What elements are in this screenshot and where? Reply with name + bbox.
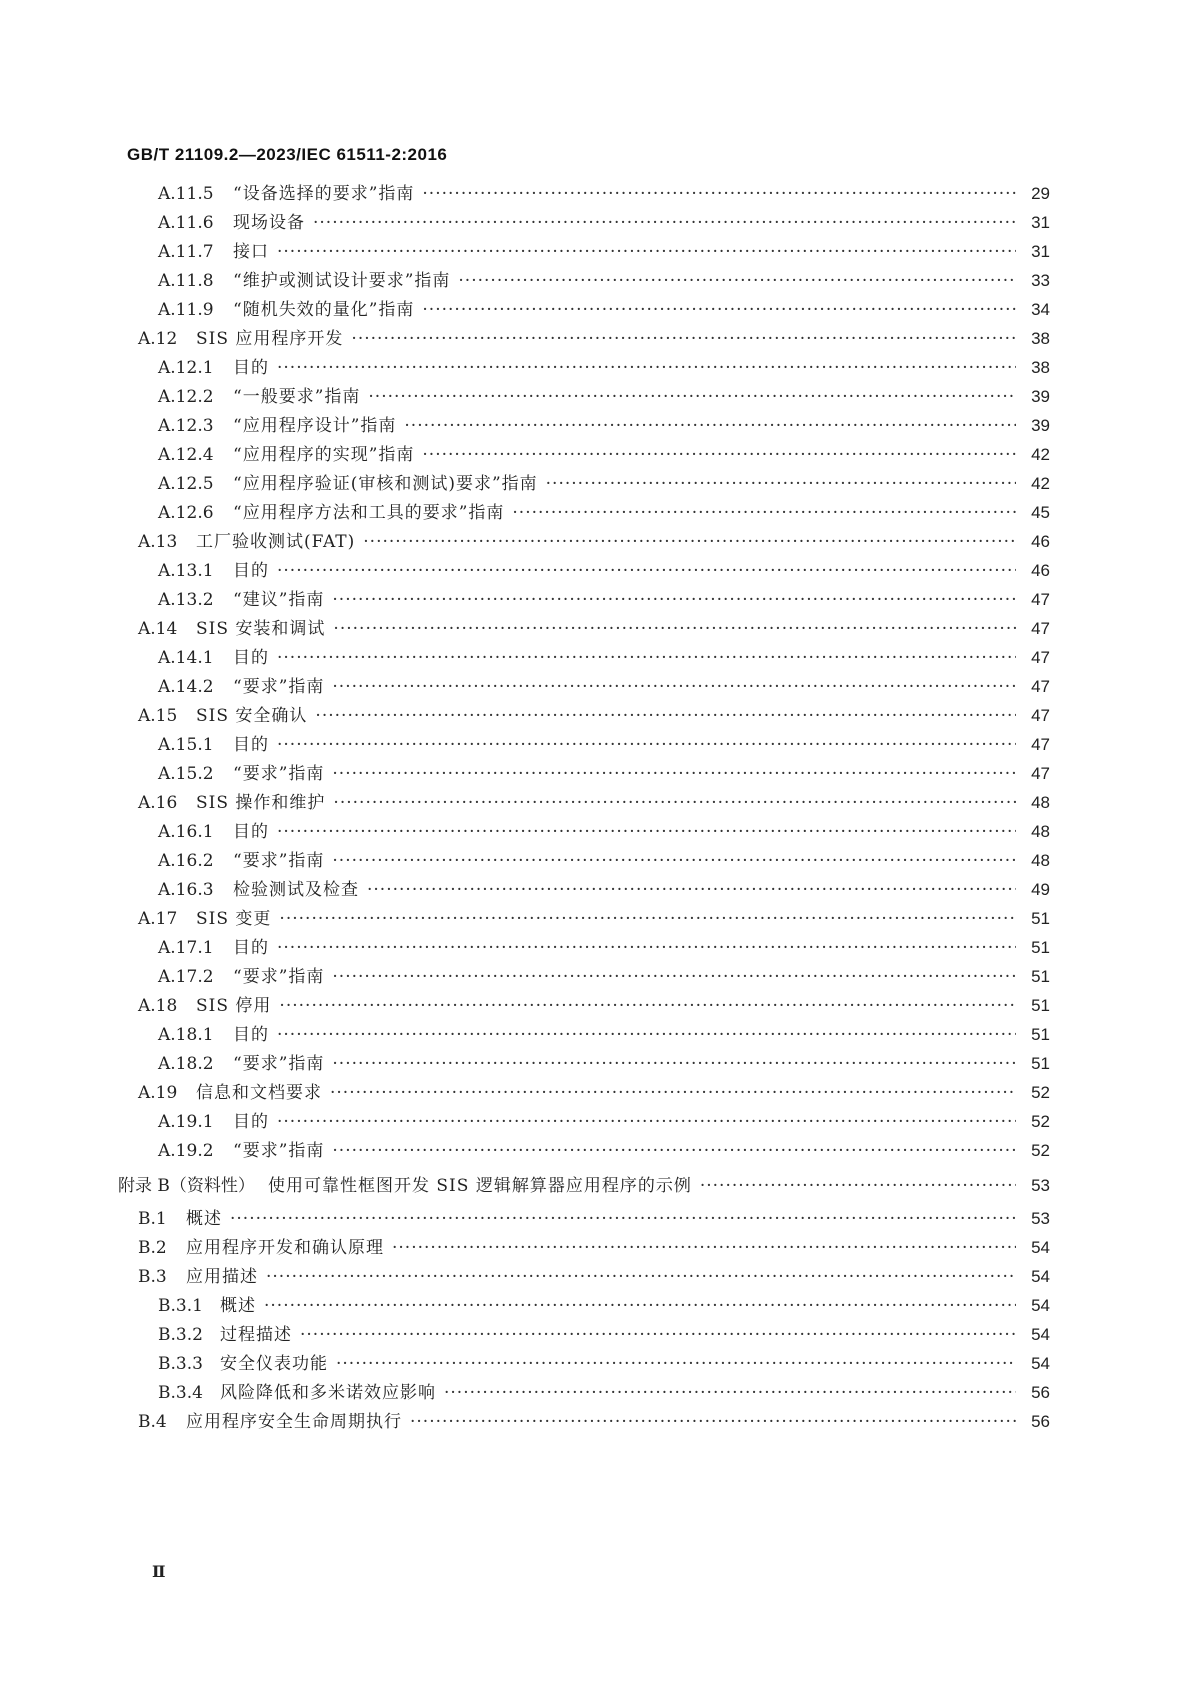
toc-dot-leader xyxy=(277,1110,1016,1134)
toc-entry-number: 附录 B（资料性） xyxy=(118,1176,255,1196)
toc-entry-title: 工厂验收测试(FAT) xyxy=(196,532,356,552)
toc-entry-title: SIS 操作和维护 xyxy=(196,793,326,813)
toc-entry-number: B.3.4 xyxy=(158,1383,203,1403)
toc-dot-leader xyxy=(422,298,1016,322)
toc-entry-page: 42 xyxy=(1031,445,1050,464)
toc-dot-leader xyxy=(277,820,1016,844)
toc-entry[interactable] xyxy=(0,903,1050,931)
toc-dot-leader xyxy=(333,791,1016,815)
toc-entry-title: “要求”指南 xyxy=(233,764,325,784)
toc-dot-leader xyxy=(264,1294,1016,1318)
toc-entry-number: B.4 xyxy=(138,1412,167,1432)
toc-dot-leader xyxy=(230,1207,1016,1231)
toc-dot-leader xyxy=(332,1139,1016,1163)
toc-entry-page: 54 xyxy=(1031,1267,1050,1286)
toc-dot-leader xyxy=(458,269,1016,293)
toc-entry[interactable] xyxy=(0,1203,1050,1231)
toc-entry-title: “维护或测试设计要求”指南 xyxy=(233,271,451,291)
toc-entry-title: “应用程序设计”指南 xyxy=(233,416,397,436)
toc-entry-number: A.11.8 xyxy=(158,271,214,291)
toc-entry[interactable] xyxy=(0,1106,1050,1134)
toc-entry[interactable] xyxy=(0,1290,1050,1318)
toc-entry-page: 51 xyxy=(1031,996,1050,1015)
toc-dot-leader xyxy=(277,733,1016,757)
toc-entry-page: 53 xyxy=(1031,1176,1050,1195)
toc-entry-number: A.16.1 xyxy=(158,822,214,842)
toc-entry-title: SIS 安全确认 xyxy=(196,706,308,726)
toc-entry-page: 33 xyxy=(1031,271,1050,290)
toc-entry-page: 39 xyxy=(1031,387,1050,406)
toc-entry[interactable] xyxy=(0,207,1050,235)
toc-entry-page: 56 xyxy=(1031,1412,1050,1431)
toc-entry-page: 45 xyxy=(1031,503,1050,522)
toc-dot-leader xyxy=(277,1023,1016,1047)
toc-dot-leader xyxy=(330,1081,1016,1105)
toc-entry-page: 52 xyxy=(1031,1083,1050,1102)
toc-dot-leader xyxy=(279,994,1016,1018)
toc-entry-number: A.13 xyxy=(138,532,178,552)
toc-entry-number: A.12 xyxy=(138,329,178,349)
toc-dot-leader xyxy=(277,559,1016,583)
toc-entry[interactable] xyxy=(0,1406,1050,1434)
toc-entry-number: A.11.9 xyxy=(158,300,214,320)
toc-entry[interactable] xyxy=(0,236,1050,264)
toc-entry-title: SIS 安装和调试 xyxy=(196,619,326,639)
toc-entry[interactable] xyxy=(0,990,1050,1018)
toc-entry-title: 检验测试及检查 xyxy=(233,880,359,900)
toc-entry-number: A.18.2 xyxy=(158,1054,214,1074)
toc-entry-appendix[interactable] xyxy=(0,1170,1050,1198)
toc-entry[interactable] xyxy=(0,642,1050,670)
toc-entry-number: A.13.2 xyxy=(158,590,214,610)
toc-entry-title: 概述 xyxy=(186,1209,222,1229)
toc-entry-number: A.12.4 xyxy=(158,445,214,465)
toc-entry[interactable] xyxy=(0,439,1050,467)
toc-dot-leader xyxy=(313,211,1016,235)
toc-entry-page: 47 xyxy=(1031,764,1050,783)
toc-entry-page: 47 xyxy=(1031,619,1050,638)
toc-entry[interactable] xyxy=(0,410,1050,438)
toc-entry-number: A.18.1 xyxy=(158,1025,214,1045)
toc-entry-number: A.12.3 xyxy=(158,416,214,436)
toc-entry[interactable] xyxy=(0,932,1050,960)
toc-entry-number: A.19 xyxy=(138,1083,178,1103)
toc-entry-page: 51 xyxy=(1031,909,1050,928)
toc-entry-number: B.3.1 xyxy=(158,1296,203,1316)
toc-entry-title: “应用程序的实现”指南 xyxy=(233,445,415,465)
toc-entry-page: 54 xyxy=(1031,1238,1050,1257)
toc-dot-leader xyxy=(512,501,1016,525)
toc-dot-leader xyxy=(315,704,1016,728)
toc-entry-number: A.14.1 xyxy=(158,648,214,668)
toc-entry-page: 34 xyxy=(1031,300,1050,319)
toc-dot-leader xyxy=(332,762,1016,786)
toc-entry-title: “应用程序方法和工具的要求”指南 xyxy=(233,503,505,523)
toc-entry-number: B.2 xyxy=(138,1238,167,1258)
toc-entry-title: “要求”指南 xyxy=(233,1054,325,1074)
toc-entry-number: B.3.2 xyxy=(158,1325,203,1345)
toc-entry-number: A.14 xyxy=(138,619,178,639)
toc-entry-page: 38 xyxy=(1031,358,1050,377)
toc-entry-number: A.11.7 xyxy=(158,242,214,262)
toc-entry[interactable] xyxy=(0,178,1050,206)
toc-entry-page: 51 xyxy=(1031,1025,1050,1044)
toc-entry-number: A.11.5 xyxy=(158,184,214,204)
toc-entry[interactable] xyxy=(0,613,1050,641)
toc-entry-title: “要求”指南 xyxy=(233,967,325,987)
toc-entry[interactable] xyxy=(0,758,1050,786)
toc-entry[interactable] xyxy=(0,874,1050,902)
toc-dot-leader xyxy=(546,472,1016,496)
toc-entry-title: “一般要求”指南 xyxy=(233,387,361,407)
toc-entry[interactable] xyxy=(0,729,1050,757)
toc-dot-leader xyxy=(277,646,1016,670)
toc-dot-leader xyxy=(367,878,1016,902)
toc-entry[interactable] xyxy=(0,381,1050,409)
toc-dot-leader xyxy=(277,936,1016,960)
toc-entry-page: 42 xyxy=(1031,474,1050,493)
toc-entry-page: 54 xyxy=(1031,1296,1050,1315)
toc-entry-title: 安全仪表功能 xyxy=(220,1354,328,1374)
toc-entry-title: 目的 xyxy=(233,735,269,755)
toc-entry-page: 38 xyxy=(1031,329,1050,348)
toc-entry-number: A.17.2 xyxy=(158,967,214,987)
toc-entry-number: A.18 xyxy=(138,996,178,1016)
toc-entry[interactable] xyxy=(0,671,1050,699)
toc-dot-leader xyxy=(333,617,1016,641)
toc-entry-number: A.12.6 xyxy=(158,503,214,523)
toc-dot-leader xyxy=(279,907,1016,931)
toc-entry-title: 风险降低和多米诺效应影响 xyxy=(220,1383,436,1403)
toc-entry-page: 48 xyxy=(1031,793,1050,812)
toc-entry[interactable] xyxy=(0,497,1050,525)
toc-entry[interactable] xyxy=(0,1077,1050,1105)
toc-entry-title: 目的 xyxy=(233,358,269,378)
toc-entry-title: SIS 变更 xyxy=(196,909,272,929)
toc-entry-title: 现场设备 xyxy=(233,213,305,233)
toc-entry-title: 信息和文档要求 xyxy=(196,1083,322,1103)
toc-entry-title: “要求”指南 xyxy=(233,677,325,697)
toc-entry[interactable] xyxy=(0,787,1050,815)
toc-entry-number: B.3.3 xyxy=(158,1354,203,1374)
toc-entry-number: A.15.2 xyxy=(158,764,214,784)
toc-entry-page: 47 xyxy=(1031,735,1050,754)
toc-entry-title: 应用程序安全生命周期执行 xyxy=(186,1412,402,1432)
page-number-footer: Ⅱ xyxy=(152,1562,166,1581)
toc-entry[interactable] xyxy=(0,468,1050,496)
toc-entry-number: A.12.5 xyxy=(158,474,214,494)
toc-entry-page: 39 xyxy=(1031,416,1050,435)
toc-dot-leader xyxy=(404,414,1016,438)
toc-entry-title: 目的 xyxy=(233,561,269,581)
toc-dot-leader xyxy=(422,182,1016,206)
toc-entry-page: 54 xyxy=(1031,1325,1050,1344)
toc-dot-leader xyxy=(336,1352,1016,1376)
toc-entry[interactable] xyxy=(0,1135,1050,1163)
toc-entry-number: A.11.6 xyxy=(158,213,214,233)
toc-dot-leader xyxy=(332,849,1016,873)
toc-entry-number: A.16 xyxy=(138,793,178,813)
toc-entry[interactable] xyxy=(0,1348,1050,1376)
toc-entry-title: 目的 xyxy=(233,1112,269,1132)
toc-entry-title: 使用可靠性框图开发 SIS 逻辑解算器应用程序的示例 xyxy=(268,1176,692,1196)
toc-entry-page: 48 xyxy=(1031,851,1050,870)
toc-dot-leader xyxy=(368,385,1016,409)
toc-entry-title: 目的 xyxy=(233,648,269,668)
toc-entry-page: 47 xyxy=(1031,706,1050,725)
toc-dot-leader xyxy=(332,588,1016,612)
toc-entry[interactable] xyxy=(0,294,1050,322)
toc-entry-page: 46 xyxy=(1031,532,1050,551)
toc-entry[interactable] xyxy=(0,961,1050,989)
toc-entry-title: 应用程序开发和确认原理 xyxy=(186,1238,384,1258)
toc-entry-number: A.19.1 xyxy=(158,1112,214,1132)
toc-entry-title: “设备选择的要求”指南 xyxy=(233,184,415,204)
toc-entry-number: A.17.1 xyxy=(158,938,214,958)
toc-entry-title: “要求”指南 xyxy=(233,851,325,871)
toc-entry-number: B.1 xyxy=(138,1209,167,1229)
toc-entry-number: A.19.2 xyxy=(158,1141,214,1161)
toc-entry[interactable] xyxy=(0,526,1050,554)
toc-entry-page: 51 xyxy=(1031,967,1050,986)
toc-entry[interactable] xyxy=(0,1377,1050,1405)
toc-dot-leader xyxy=(363,530,1016,554)
toc-entry[interactable] xyxy=(0,584,1050,612)
toc-entry-page: 31 xyxy=(1031,242,1050,261)
toc-dot-leader xyxy=(351,327,1016,351)
toc-entry-page: 53 xyxy=(1031,1209,1050,1228)
toc-entry-page: 47 xyxy=(1031,648,1050,667)
toc-entry[interactable] xyxy=(0,1232,1050,1260)
toc-entry-page: 51 xyxy=(1031,1054,1050,1073)
toc-entry[interactable] xyxy=(0,555,1050,583)
toc-entry[interactable] xyxy=(0,352,1050,380)
toc-entry[interactable] xyxy=(0,1261,1050,1289)
toc-entry-page: 52 xyxy=(1031,1141,1050,1160)
toc-dot-leader xyxy=(277,240,1016,264)
toc-entry-title: SIS 停用 xyxy=(196,996,272,1016)
standard-code-header: GB/T 21109.2—2023/IEC 61511-2:2016 xyxy=(127,145,448,164)
toc-entry-page: 46 xyxy=(1031,561,1050,580)
toc-entry-title: “随机失效的量化”指南 xyxy=(233,300,415,320)
toc-entry-page: 47 xyxy=(1031,677,1050,696)
toc-entry[interactable] xyxy=(0,265,1050,293)
toc-entry-title: 应用描述 xyxy=(186,1267,258,1287)
toc-entry-page: 56 xyxy=(1031,1383,1050,1402)
toc-entry-number: A.15 xyxy=(138,706,178,726)
toc-entry-title: “应用程序验证(审核和测试)要求”指南 xyxy=(233,474,538,494)
toc-entry-title: 目的 xyxy=(233,938,269,958)
toc-entry-page: 48 xyxy=(1031,822,1050,841)
toc-dot-leader xyxy=(332,675,1016,699)
toc-entry-title: 过程描述 xyxy=(220,1325,292,1345)
toc-entry-title: “要求”指南 xyxy=(233,1141,325,1161)
toc-entry-title: 目的 xyxy=(233,1025,269,1045)
toc-dot-leader xyxy=(300,1323,1016,1347)
toc-entry-number: B.3 xyxy=(138,1267,167,1287)
toc-entry-title: SIS 应用程序开发 xyxy=(196,329,344,349)
toc-dot-leader xyxy=(392,1236,1016,1260)
toc-dot-leader xyxy=(277,356,1016,380)
toc-dot-leader xyxy=(332,1052,1016,1076)
toc-entry-page: 51 xyxy=(1031,938,1050,957)
toc-entry-number: A.17 xyxy=(138,909,178,929)
toc-entry-title: 目的 xyxy=(233,822,269,842)
toc-dot-leader xyxy=(332,965,1016,989)
toc-entry-page: 49 xyxy=(1031,880,1050,899)
toc-entry-page: 29 xyxy=(1031,184,1050,203)
toc-entry-number: A.12.1 xyxy=(158,358,214,378)
toc-entry-page: 54 xyxy=(1031,1354,1050,1373)
toc-dot-leader xyxy=(444,1381,1016,1405)
toc-entry-number: A.12.2 xyxy=(158,387,214,407)
toc-entry-number: A.13.1 xyxy=(158,561,214,581)
toc-entry[interactable] xyxy=(0,323,1050,351)
toc-entry[interactable] xyxy=(0,700,1050,728)
toc-entry-number: A.15.1 xyxy=(158,735,214,755)
toc-entry-page: 31 xyxy=(1031,213,1050,232)
toc-entry-number: A.14.2 xyxy=(158,677,214,697)
toc-entry-title: 接口 xyxy=(233,242,269,262)
toc-entry[interactable] xyxy=(0,1319,1050,1347)
toc-entry-number: A.16.2 xyxy=(158,851,214,871)
toc-dot-leader xyxy=(410,1410,1016,1434)
toc-entry-page: 47 xyxy=(1031,590,1050,609)
toc-entry[interactable] xyxy=(0,816,1050,844)
toc-entry-title: 概述 xyxy=(220,1296,256,1316)
toc-entry[interactable] xyxy=(0,845,1050,873)
toc-entry[interactable] xyxy=(0,1048,1050,1076)
toc-dot-leader xyxy=(266,1265,1016,1289)
toc-dot-leader xyxy=(422,443,1016,467)
toc-entry-title: “建议”指南 xyxy=(233,590,325,610)
toc-dot-leader xyxy=(700,1174,1016,1198)
toc-entry[interactable] xyxy=(0,1019,1050,1047)
toc-entry-number: A.16.3 xyxy=(158,880,214,900)
toc-entry-page: 52 xyxy=(1031,1112,1050,1131)
